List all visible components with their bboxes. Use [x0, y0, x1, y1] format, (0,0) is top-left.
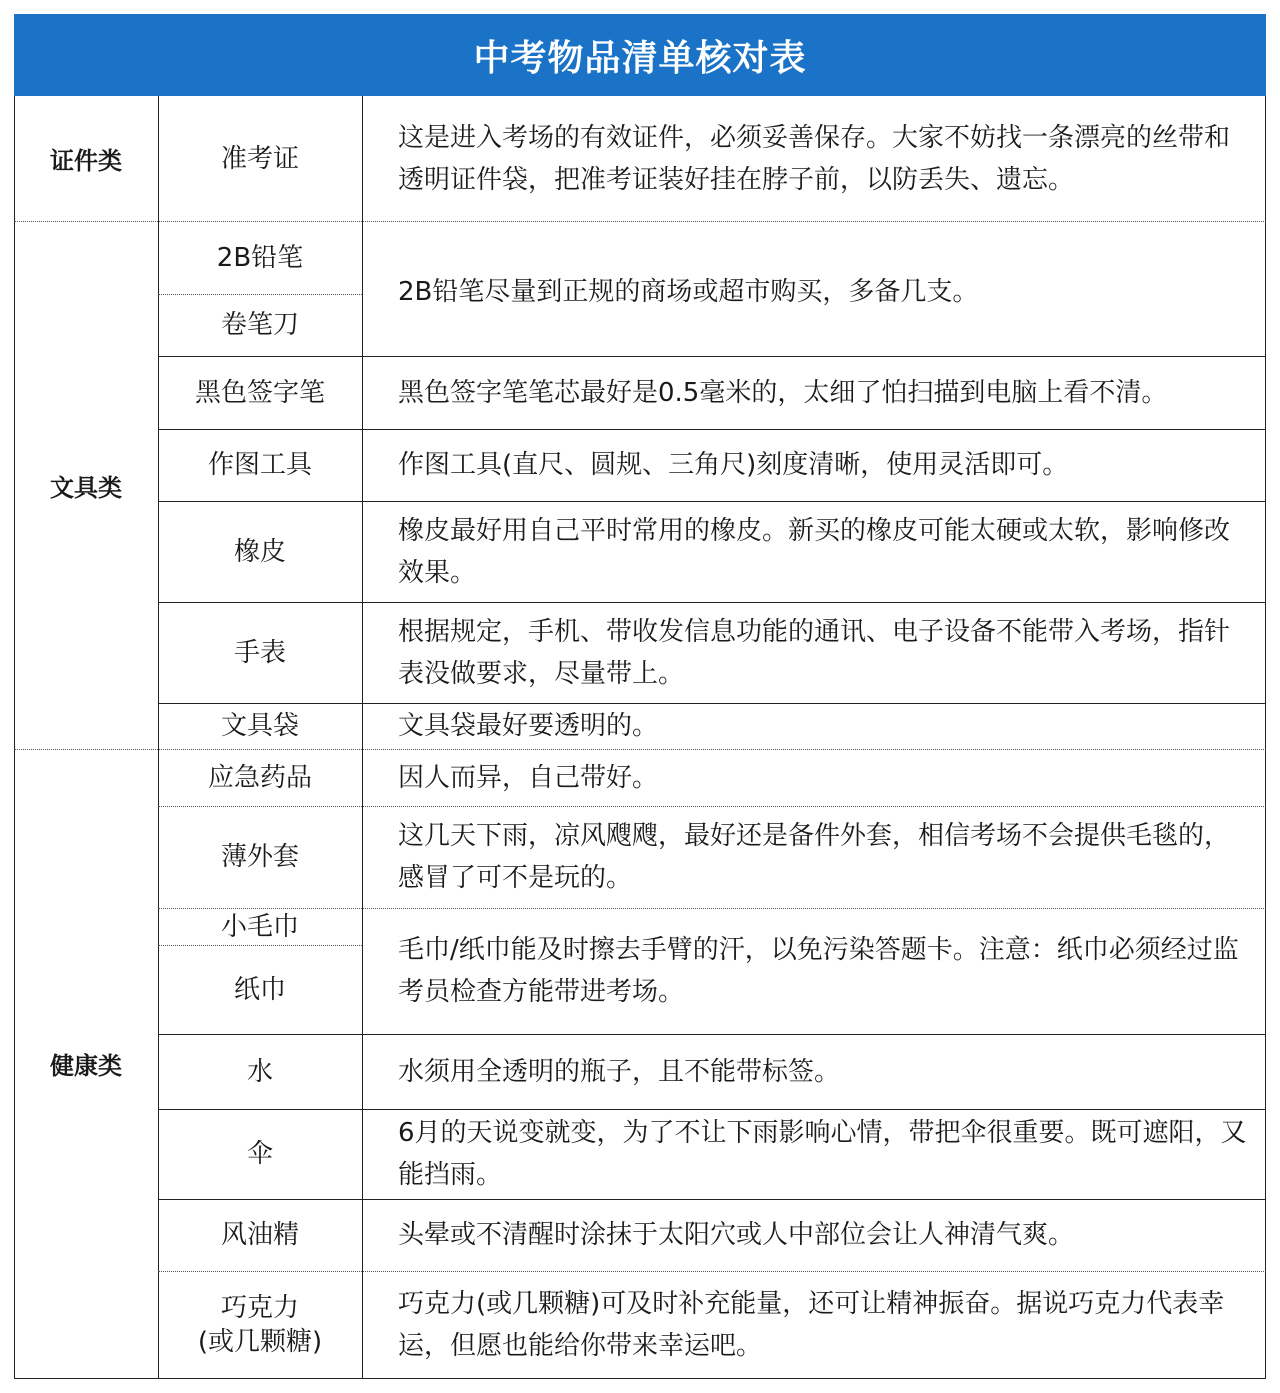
item-light-jacket: 薄外套	[220, 842, 299, 872]
category-stationery: 文具类	[50, 473, 122, 502]
desc-essential-balm: 头晕或不清醒时涂抹于太阳穴或人中部位会让人神清气爽。	[398, 1220, 1075, 1250]
table-border-bottom	[14, 1378, 1266, 1379]
desc-chocolate: 巧克力(或几颗糖)可及时补充能量，还可让精神振奋。据说巧克力代表幸运，但愿也能给你带来幸运吧。	[398, 1288, 1225, 1361]
desc-watch: 根据规定，手机、带收发信息功能的通讯、电子设备不能带入考场，指针表没做要求，尽量带上。	[398, 616, 1231, 689]
item-2b-pencil: 2B铅笔	[216, 242, 304, 273]
item-essential-balm: 风油精	[220, 1220, 299, 1250]
item-emergency-medicine: 应急药品	[207, 762, 312, 793]
desc-drawing-tools: 作图工具(直尺、圆规、三角尺)刻度清晰，使用灵活即可。	[398, 450, 1069, 480]
category-documents: 证件类	[50, 147, 122, 175]
item-small-towel: 小毛巾	[220, 911, 299, 942]
item-drawing-tools: 作图工具	[207, 450, 312, 480]
checklist-sheet	[14, 14, 1266, 1379]
desc-eraser: 橡皮最好用自己平时常用的橡皮。新买的橡皮可能太硬或太软，影响修改效果。	[398, 515, 1231, 588]
desc-towel-tissues: 毛巾/纸巾能及时擦去手臂的汗，以免污染答题卡。注意：纸巾必须经过监考员检查方能带进考场。	[398, 935, 1239, 1007]
desc-water: 水须用全透明的瓶子，且不能带标签。	[398, 1056, 841, 1087]
item-chocolate: 巧克力 (或几颗糖)	[197, 1292, 323, 1357]
item-umbrella: 伞	[246, 1139, 273, 1169]
desc-light-jacket: 这几天下雨，凉风飕飕，最好还是备件外套，相信考场不会提供毛毯的，感冒了可不是玩的。	[398, 821, 1231, 893]
desc-emergency-medicine: 因人而异，自己带好。	[398, 762, 659, 793]
item-eraser: 橡皮	[233, 536, 286, 567]
item-black-pen: 黑色签字笔	[194, 377, 325, 408]
item-pencil-case: 文具袋	[220, 711, 299, 741]
item-tissues: 纸巾	[233, 974, 286, 1005]
item-pencil-sharpener: 卷笔刀	[220, 310, 299, 340]
desc-pencil: 2B铅笔尽量到正规的商场或超市购买，多备几支。	[398, 277, 979, 307]
desc-pencil-case: 文具袋最好要透明的。	[398, 711, 659, 741]
desc-umbrella: 6月的天说变就变，为了不让下雨影响心情，带把伞很重要。既可遮阳，又能挡雨。	[398, 1118, 1247, 1190]
table-border-right	[1265, 96, 1266, 1379]
page-title: 中考物品清单核对表	[14, 14, 1266, 96]
item-water: 水	[246, 1056, 273, 1087]
desc-admission-ticket: 这是进入考场的有效证件，必须妥善保存。大家不妨找一条漂亮的丝带和透明证件袋，把准考证装好挂在脖子前，以防丢失、遗忘。	[398, 122, 1231, 195]
category-health: 健康类	[50, 1052, 122, 1080]
item-admission-ticket: 准考证	[220, 143, 299, 174]
item-watch: 手表	[233, 637, 286, 668]
desc-black-pen: 黑色签字笔笔芯最好是0.5毫米的，太细了怕扫描到电脑上看不清。	[398, 377, 1168, 408]
